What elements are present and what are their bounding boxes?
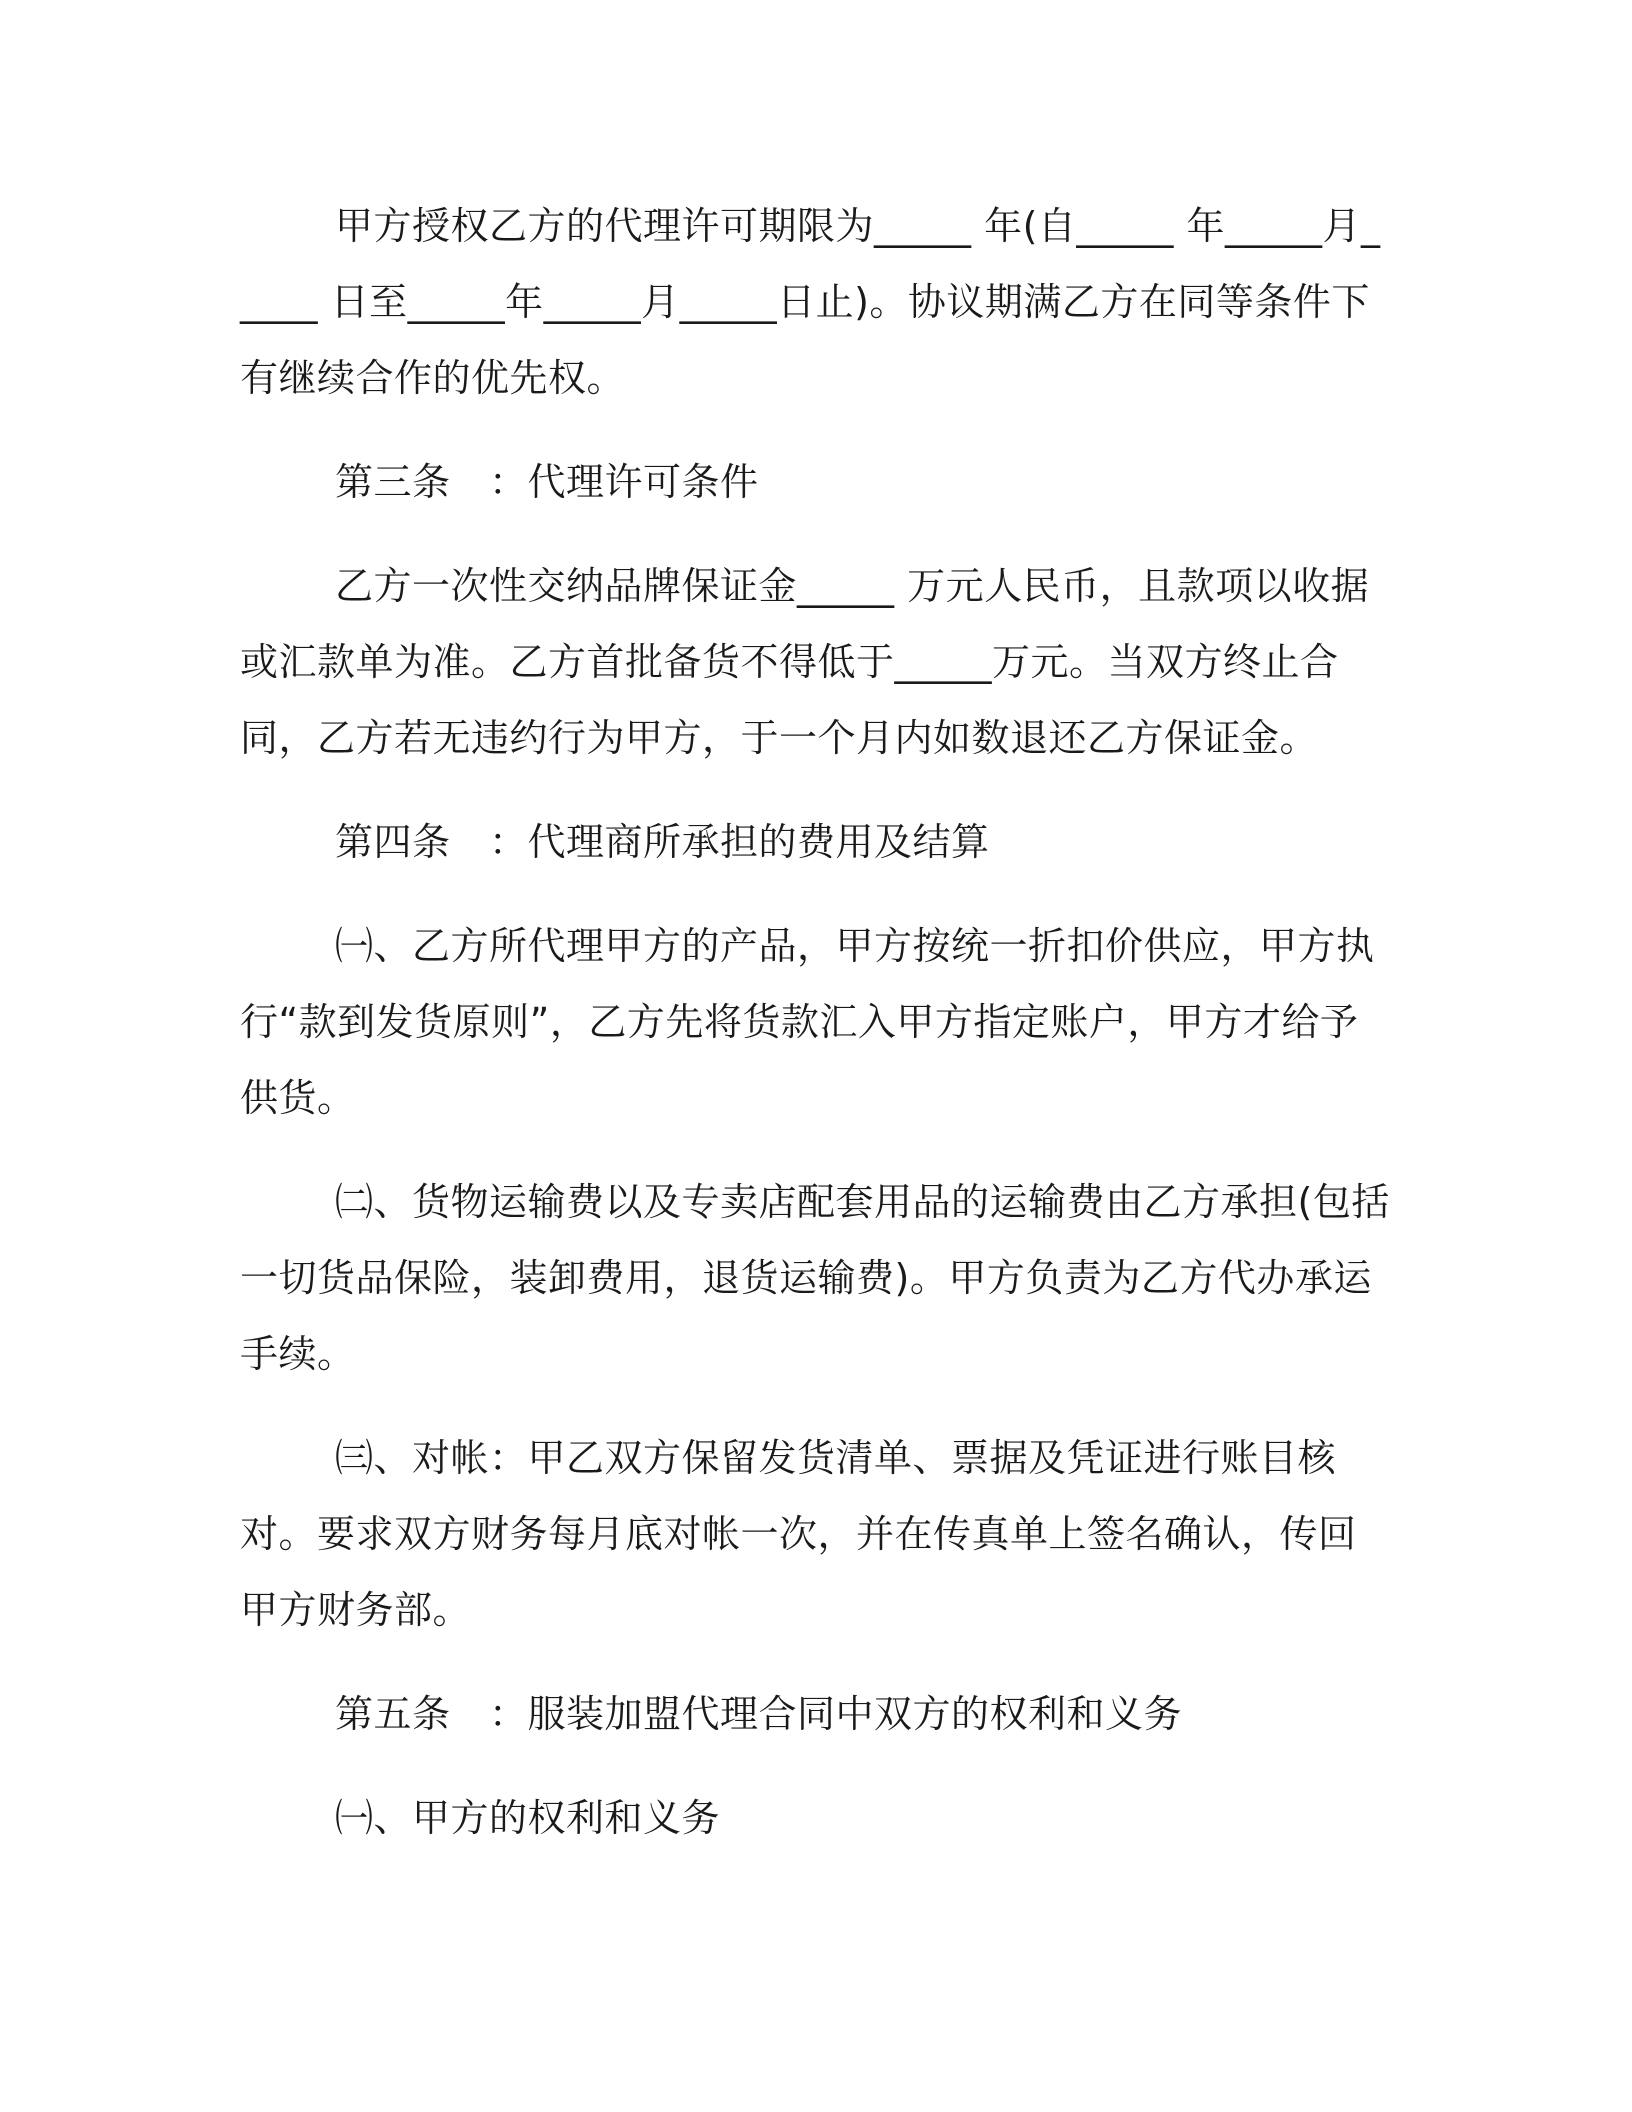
paragraph-gap (240, 1136, 1392, 1164)
heading-article-4: 第四条 ：代理商所承担的费用及结算 (335, 820, 990, 864)
paragraph-gap (240, 520, 1392, 548)
paragraph-reconciliation: ㈢、对帐：甲乙双方保留发货清单、票据及凭证进行账目核对。要求双方财务每月底对帐一次，并在传真单上签名确认，传回甲方财务部。 (240, 1436, 1357, 1632)
document-body (240, 188, 1392, 1856)
paragraph-gap (240, 776, 1392, 804)
paragraph-shipping: ㈡、货物运输费以及专卖店配套用品的运输费由乙方承担(包括一切货品保险，装卸费用，退货运输费)。甲方负责为乙方代办承运手续。 (240, 1180, 1390, 1376)
heading-article-5: 第五条 ：服装加盟代理合同中双方的权利和义务 (335, 1692, 1183, 1736)
paragraph-gap (240, 880, 1392, 908)
paragraph-gap (240, 1752, 1392, 1780)
paragraph-gap (240, 416, 1392, 444)
paragraph-pricing: ㈠、乙方所代理甲方的产品，甲方按统一折扣价供应，甲方执行“款到发货原则”，乙方先将货款汇入甲方指定账户，甲方才给予供货。 (240, 924, 1375, 1120)
heading-article-3: 第三条 ：代理许可条件 (335, 460, 759, 504)
heading-party-a-rights: ㈠、甲方的权利和义务 (335, 1796, 721, 1840)
paragraph-agency-term: 甲方授权乙方的代理许可期限为_____ 年(自_____ 年_____月_____ 日至_____年_____月_____日止)。协议期满乙方在同等条件下有继续合作的优先权。 (240, 204, 1381, 400)
paragraph-gap (240, 1392, 1392, 1420)
paragraph-deposit: 乙方一次性交纳品牌保证金_____ 万元人民币，且款项以收据或汇款单为准。乙方首批备货不得低于_____万元。当双方终止合同，乙方若无违约行为甲方，于一个月内如数退还乙方保证金。 (240, 564, 1370, 760)
paragraph-gap (240, 1648, 1392, 1676)
